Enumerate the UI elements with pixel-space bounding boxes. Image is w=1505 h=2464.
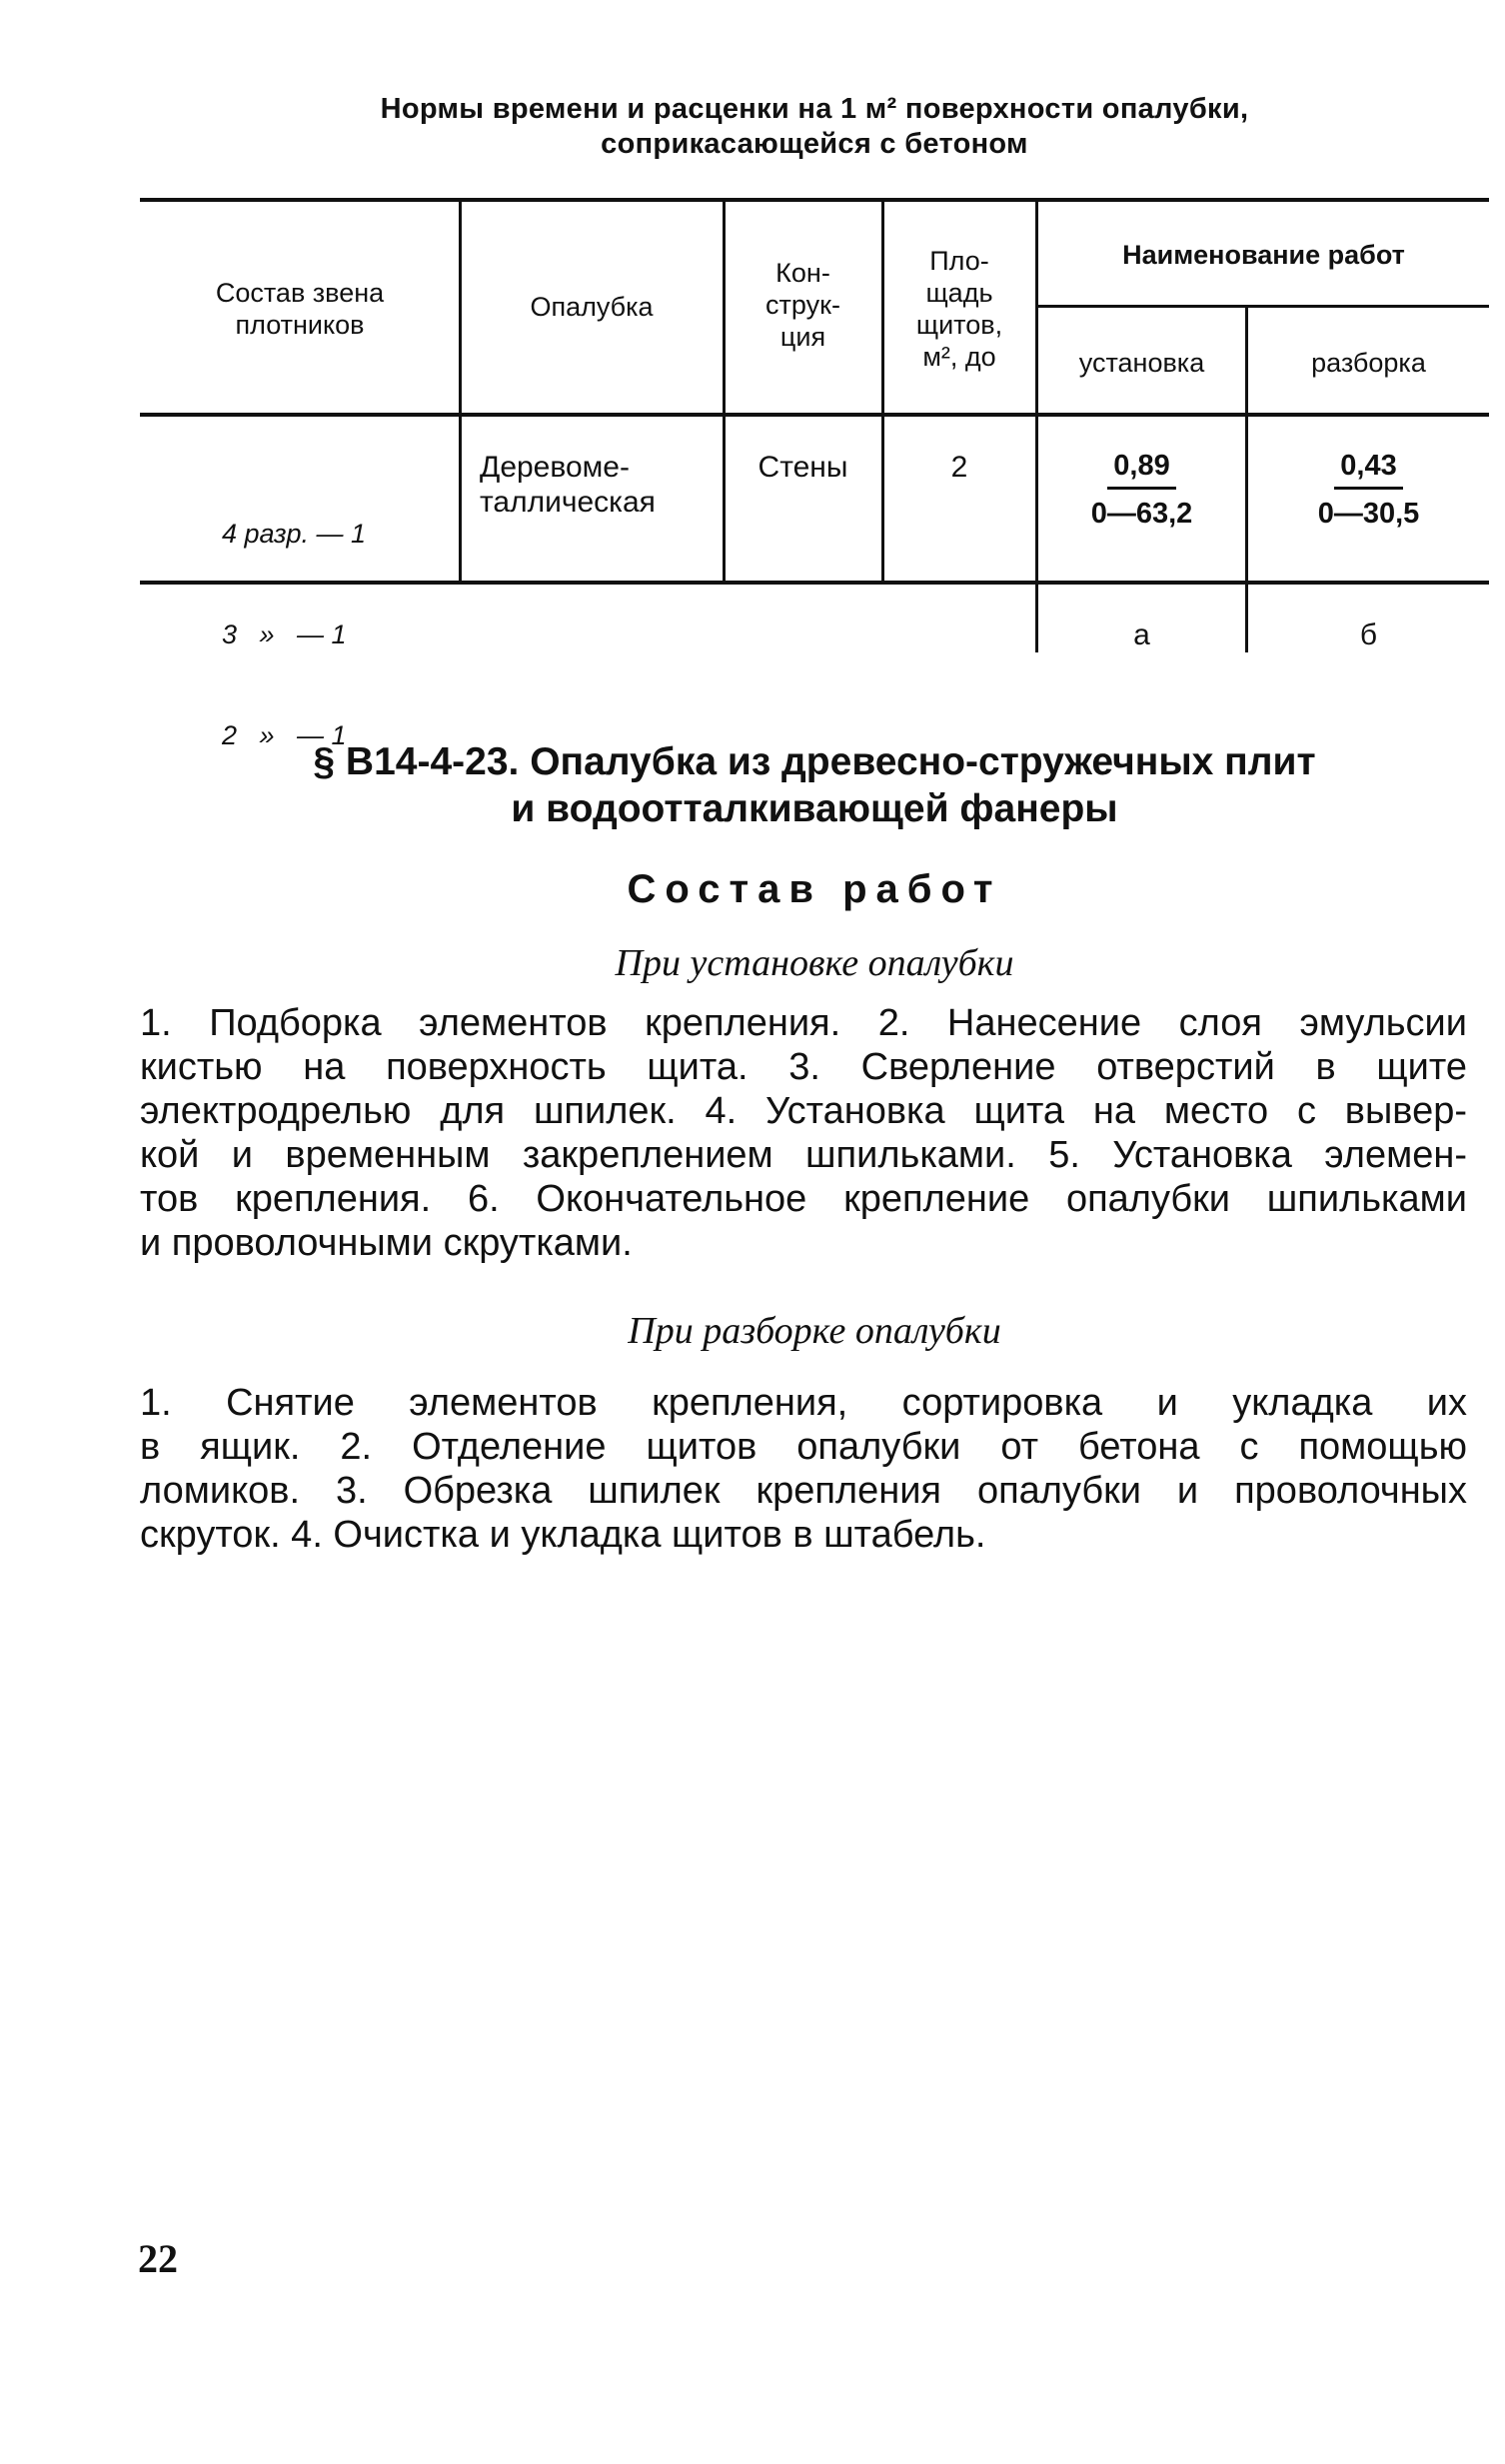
header-construction [726, 258, 880, 354]
header-area [884, 246, 1034, 373]
row-formwork [480, 450, 720, 521]
header-construction-line: Кон- [775, 258, 830, 288]
install-norm: 0,89 [1107, 450, 1175, 490]
header-construction-line: ция [779, 321, 826, 352]
works-header-rule [1035, 305, 1489, 308]
header-works-text: Наименование работ [1122, 240, 1405, 270]
header-dismantle-text: разборка [1311, 348, 1426, 378]
crew-line: 3 » — 1 [222, 618, 347, 649]
install-rate: 0—63,2 [1090, 498, 1193, 530]
install-norm-rate [1038, 450, 1245, 531]
header-area-line: м², до [922, 341, 996, 372]
norms-table [0, 0, 1505, 750]
dismantle-heading: При разборке опалубки [628, 1310, 1001, 1352]
formwork-line: Деревоме- [480, 451, 630, 484]
header-crew [142, 278, 458, 342]
dismantle-paragraph [140, 1381, 1467, 1557]
dismantle-norm-rate [1248, 450, 1489, 531]
header-formwork-text: Опалубка [530, 292, 654, 322]
column-letter-a [1038, 617, 1245, 652]
paragraph-line: кой и временным закреплением шпильками. 5. Установка элемен- [140, 1134, 1467, 1176]
formwork-line: таллическая [480, 486, 656, 520]
column-letter-b [1248, 617, 1489, 652]
paragraph-line: тов крепления. 6. Окончательное крепление опалубки шпильками [140, 1178, 1467, 1220]
page-number: 22 [138, 2236, 178, 2281]
paragraph-line: 1. Подборка элементов крепления. 2. Нанесение слоя эмульсии [140, 1002, 1467, 1044]
header-formwork [462, 292, 722, 324]
crew-line: 2 » — 1 [222, 720, 347, 750]
header-bottom-rule [140, 413, 1489, 417]
paragraph-line: кистью на поверхность щита. 3. Сверление отверстий в щите [140, 1046, 1467, 1088]
works-heading: Состав работ [627, 867, 1002, 911]
paragraph-line: ломиков. 3. Обрезка шпилек крепления опалубки и проволочных [140, 1470, 1467, 1512]
header-works [1038, 240, 1489, 272]
section-title [140, 739, 1489, 833]
paragraph-line: 1. Снятие элементов крепления, сортировка и укладка их [140, 1382, 1467, 1424]
column-letter-b-text: б [1359, 618, 1378, 651]
column-letter-a-text: а [1133, 618, 1150, 651]
caption-line-1: Нормы времени и расценки на 1 м² поверхности опалубки, [380, 93, 1249, 125]
paragraph-line: скруток. 4. Очистка и укладка щитов в штабель. [140, 1514, 986, 1556]
paragraph-line: и проволочными скрутками. [140, 1222, 633, 1264]
paragraph-line: в ящик. 2. Отделение щитов опалубки от бетона с помощью [140, 1426, 1467, 1468]
table-top-rule [140, 198, 1489, 202]
dismantle-rate: 0—30,5 [1317, 498, 1420, 530]
install-paragraph [140, 1001, 1467, 1265]
header-area-line: щитов, [915, 309, 1003, 340]
header-install-text: установка [1078, 348, 1205, 378]
row-area [884, 450, 1034, 485]
crew-line: 4 разр. — 1 [222, 518, 367, 549]
header-crew-line: плотников [235, 309, 365, 340]
row-construction [726, 450, 880, 485]
paragraph-line: электродрелью для шпилек. 4. Установка щита на место с вывер- [140, 1090, 1467, 1132]
header-dismantle [1248, 348, 1489, 380]
header-crew-line: Состав звена [215, 278, 385, 308]
header-area-line: щадь [925, 277, 993, 308]
install-heading: При установке опалубки [615, 942, 1014, 984]
section-title-line-1: § В14-4-23. Опалубка из древесно-стружечных плит [313, 740, 1316, 783]
area-text: 2 [950, 451, 968, 484]
column-divider-1 [459, 200, 462, 583]
construction-text: Стены [757, 451, 848, 484]
dismantle-norm: 0,43 [1334, 450, 1402, 490]
header-area-line: Пло- [929, 246, 989, 276]
section-title-line-2: и водоотталкивающей фанеры [511, 786, 1118, 830]
caption-line-2: соприкасающейся с бетоном [601, 128, 1028, 161]
header-construction-line: струк- [765, 289, 840, 320]
header-install [1038, 348, 1245, 380]
